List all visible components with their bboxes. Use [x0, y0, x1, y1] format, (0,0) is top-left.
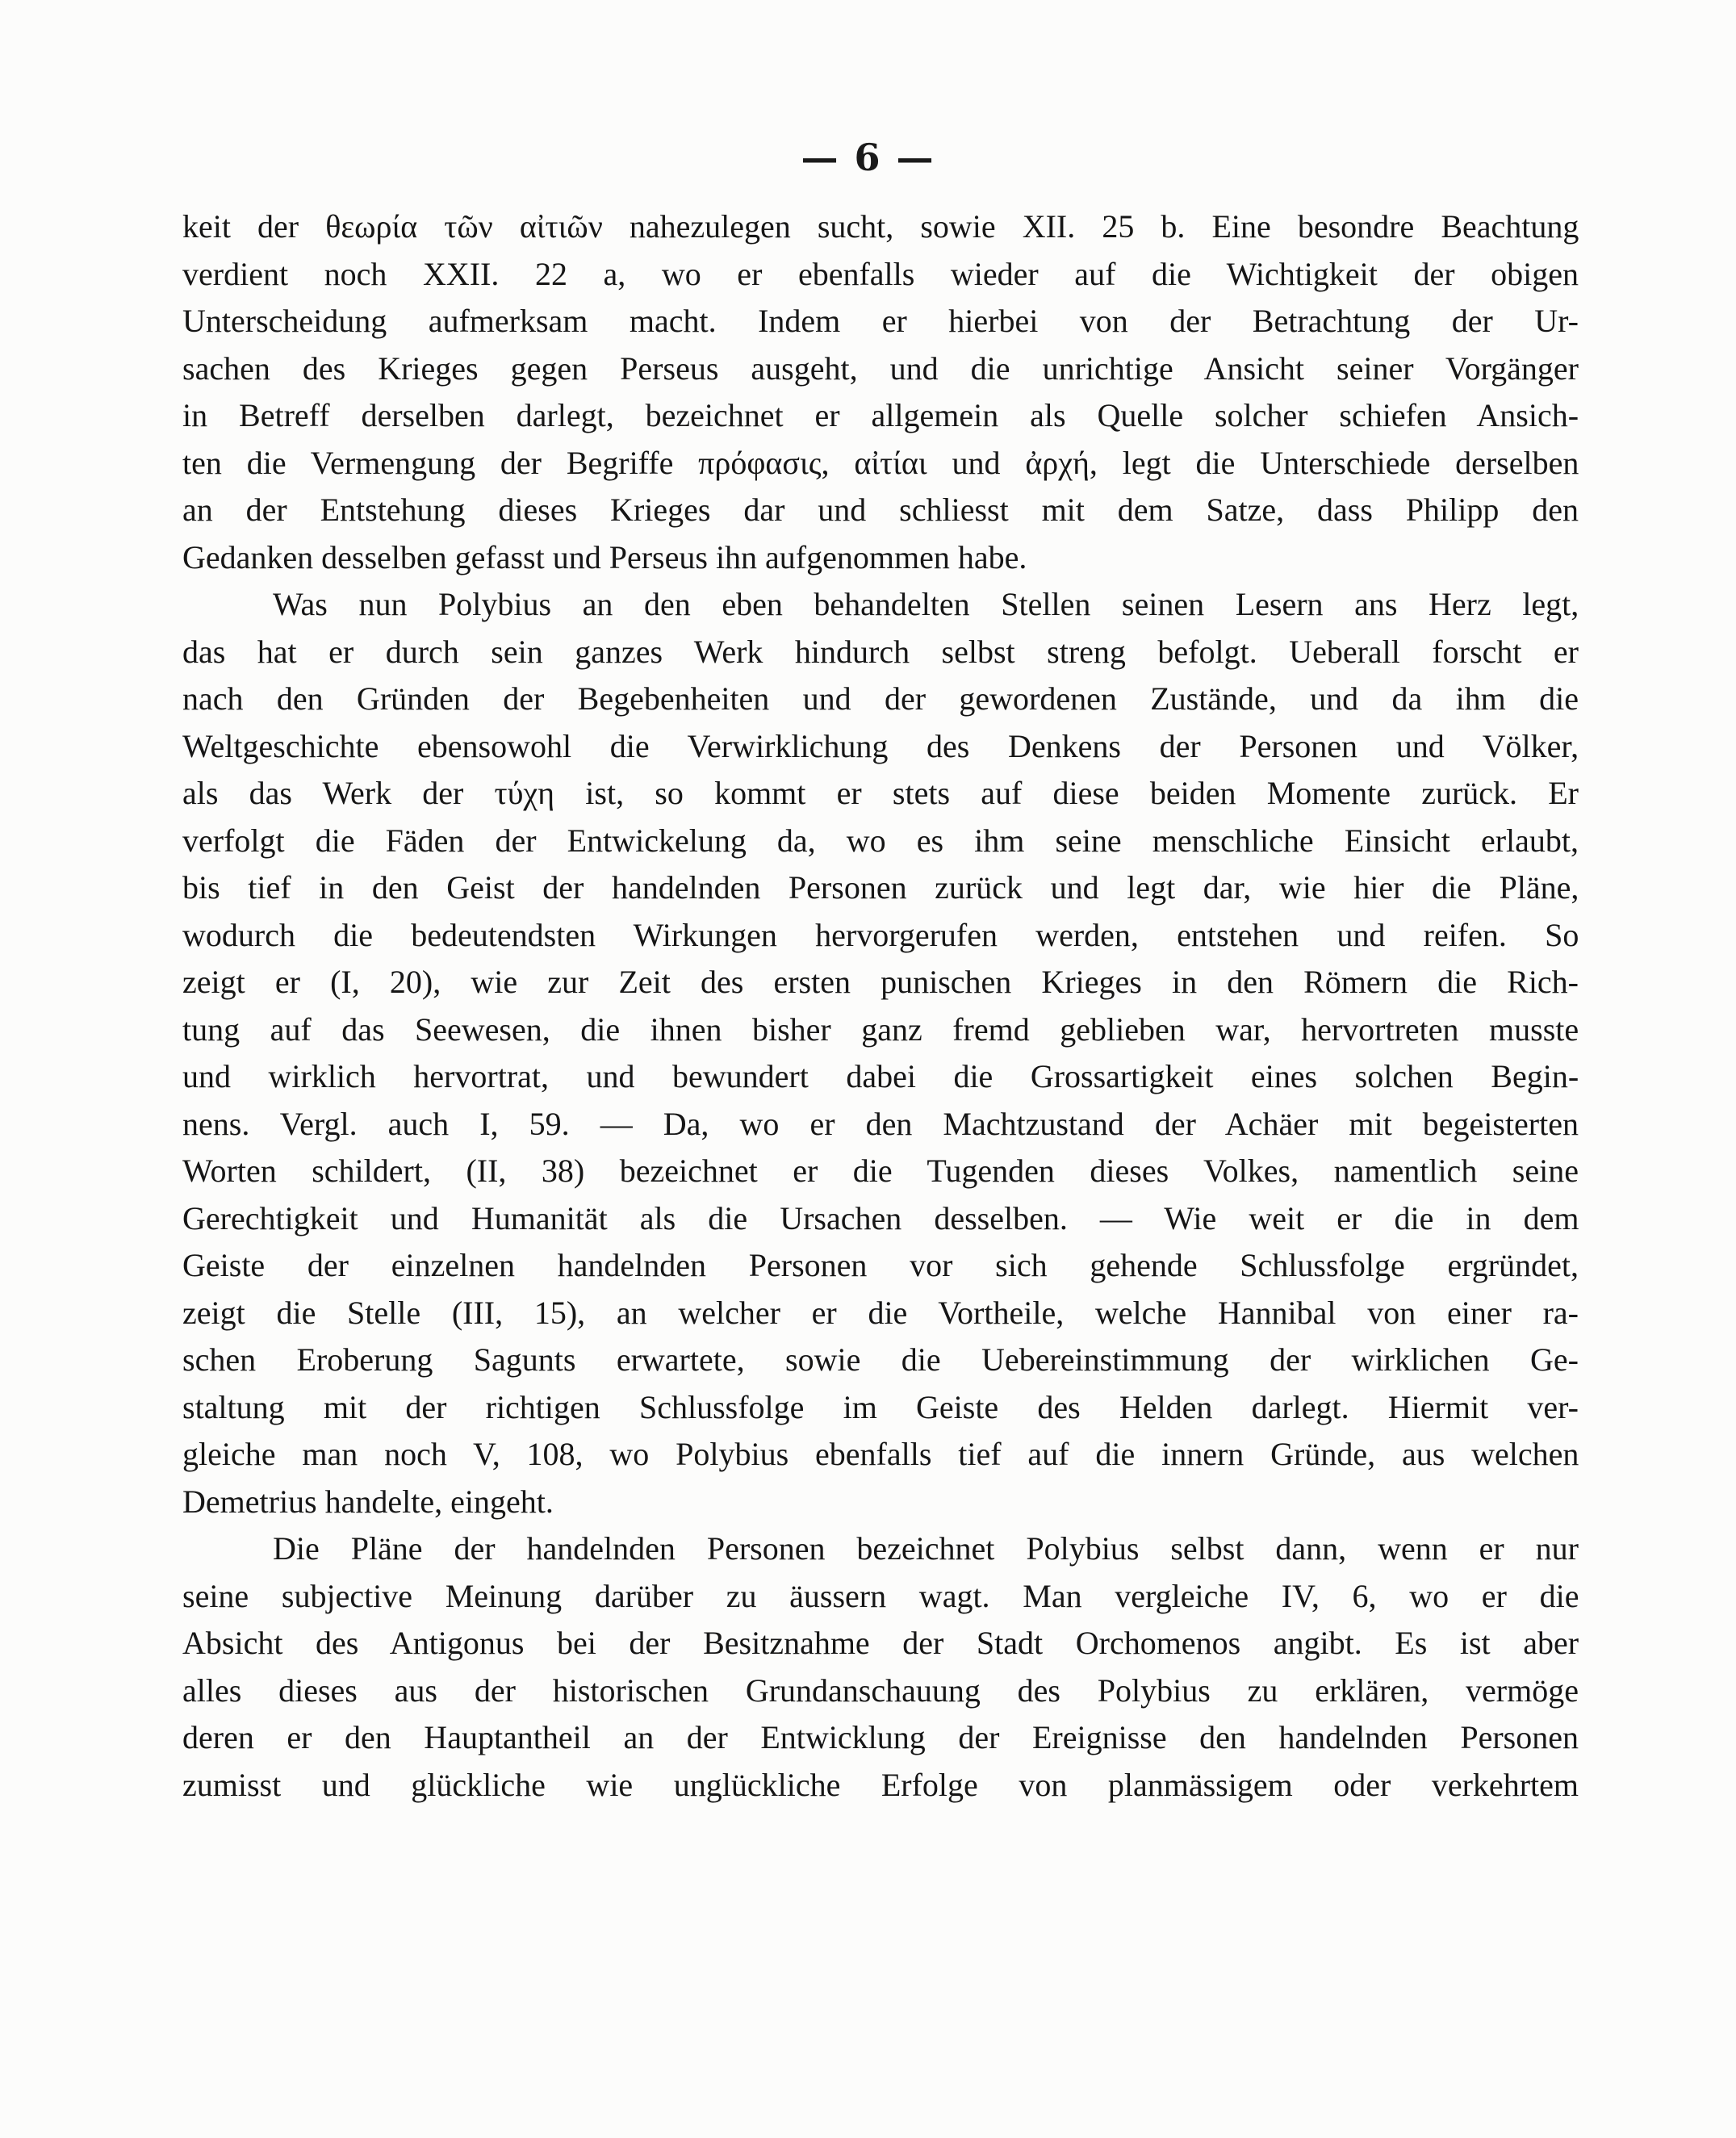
text-line: staltung mit der richtigen Schlussfolge im Geiste des Helden darlegt. Hiermit ver-: [182, 1388, 1579, 1425]
text-line: Absicht des Antigonus bei der Besitznahme der Stadt Orchomenos angibt. Es ist aber: [182, 1625, 1579, 1661]
text-line: Gedanken desselben gefasst und Perseus ihn aufgenommen habe.: [182, 538, 1027, 575]
text-line: tung auf das Seewesen, die ihnen bisher ganz fremd geblieben war, hervortreten musste: [182, 1010, 1579, 1048]
text-line: Gerechtigkeit und Humanität als die Ursachen desselben. — Wie weit er die in dem: [182, 1199, 1579, 1236]
text-line: Was nun Polybius an den eben behandelten Stellen seinen Lesern ans Herz legt,: [273, 586, 1579, 622]
paragraph-2: [182, 581, 1579, 1525]
text-line: zeigt die Stelle (III, 15), an welcher er die Vortheile, welche Hannibal von einer ra-: [182, 1294, 1579, 1331]
text-line: seine subjective Meinung darüber zu äussern wagt. Man vergleiche IV, 6, wo er die: [182, 1577, 1579, 1614]
text-line: das hat er durch sein ganzes Werk hindurch selbst streng befolgt. Ueberall forscht er: [182, 633, 1579, 670]
text-line: nach den Gründen der Begebenheiten und der gewordenen Zustände, und da ihm die: [182, 680, 1579, 717]
text-line: gleiche man noch V, 108, wo Polybius ebenfalls tief auf die innern Gründe, aus welchen: [182, 1436, 1579, 1472]
text-line: zeigt er (I, 20), wie zur Zeit des ersten punischen Krieges in den Römern die Rich-: [182, 964, 1579, 1000]
text-line: wodurch die bedeutendsten Wirkungen hervorgerufen werden, entstehen und reifen. So: [182, 916, 1579, 953]
text-line: an der Entstehung dieses Krieges dar und schliesst mit dem Satze, dass Philipp den: [182, 492, 1579, 528]
text-line: keit der θεωρία τῶν αἰτιῶν nahezulegen sucht, sowie XII. 25 b. Eine besondre Beachtung: [182, 208, 1579, 245]
text-line: und wirklich hervortrat, und bewundert dabei die Grossartigkeit eines solchen Begin-: [182, 1058, 1579, 1094]
text-line: alles dieses aus der historischen Grundanschauung des Polybius zu erklären, vermöge: [182, 1671, 1579, 1709]
body-text: [182, 203, 1579, 1809]
text-line: zumisst und glückliche wie unglückliche Erfolge von planmässigem oder verkehrtem: [182, 1766, 1579, 1803]
text-line: ten die Vermengung der Begriffe πρόφασις, αἰτίαι und ἀρχή, legt die Unterschiede derselben: [182, 444, 1579, 481]
text-line: Geiste der einzelnen handelnden Personen vor sich gehende Schlussfolge ergründet,: [182, 1247, 1579, 1283]
text-line: Unterscheidung aufmerksam macht. Indem er hierbei von der Betrachtung der Ur-: [182, 303, 1579, 339]
paragraph-3: [182, 1525, 1579, 1809]
text-line: Worten schildert, (II, 38) bezeichnet er die Tugenden dieses Volkes, namentlich seine: [182, 1153, 1579, 1189]
text-line: Demetrius handelte, eingeht.: [182, 1483, 554, 1520]
text-line: verdient noch XXII. 22 a, wo er ebenfalls wieder auf die Wichtigkeit der obigen: [182, 255, 1579, 292]
page-number: — 6 —: [801, 136, 935, 179]
text-line: Die Pläne der handelnden Personen bezeichnet Polybius selbst dann, wenn er nur: [273, 1530, 1579, 1567]
paragraph-1: [182, 203, 1579, 581]
text-line: in Betreff derselben darlegt, bezeichnet er allgemein als Quelle solcher schiefen Ansich-: [182, 397, 1579, 433]
text-line: schen Eroberung Sagunts erwartete, sowie die Uebereinstimmung der wirklichen Ge-: [182, 1341, 1579, 1378]
text-line: nens. Vergl. auch I, 59. — Da, wo er den Machtzustand der Achäer mit begeisterten: [182, 1105, 1579, 1142]
text-line: verfolgt die Fäden der Entwickelung da, wo es ihm seine menschliche Einsicht erlaubt,: [182, 822, 1579, 859]
text-line: deren er den Hauptantheil an der Entwicklung der Ereignisse den handelnden Personen: [182, 1719, 1579, 1755]
text-line: Weltgeschichte ebensowohl die Verwirklichung des Denkens der Personen und Völker,: [182, 727, 1579, 764]
text-line: bis tief in den Geist der handelnden Personen zurück und legt dar, wie hier die Pläne,: [182, 869, 1579, 906]
text-line: sachen des Krieges gegen Perseus ausgeht, und die unrichtige Ansicht seiner Vorgänger: [182, 349, 1579, 387]
text-line: als das Werk der τύχη ist, so kommt er stets auf diese beiden Momente zurück. Er: [182, 775, 1579, 811]
